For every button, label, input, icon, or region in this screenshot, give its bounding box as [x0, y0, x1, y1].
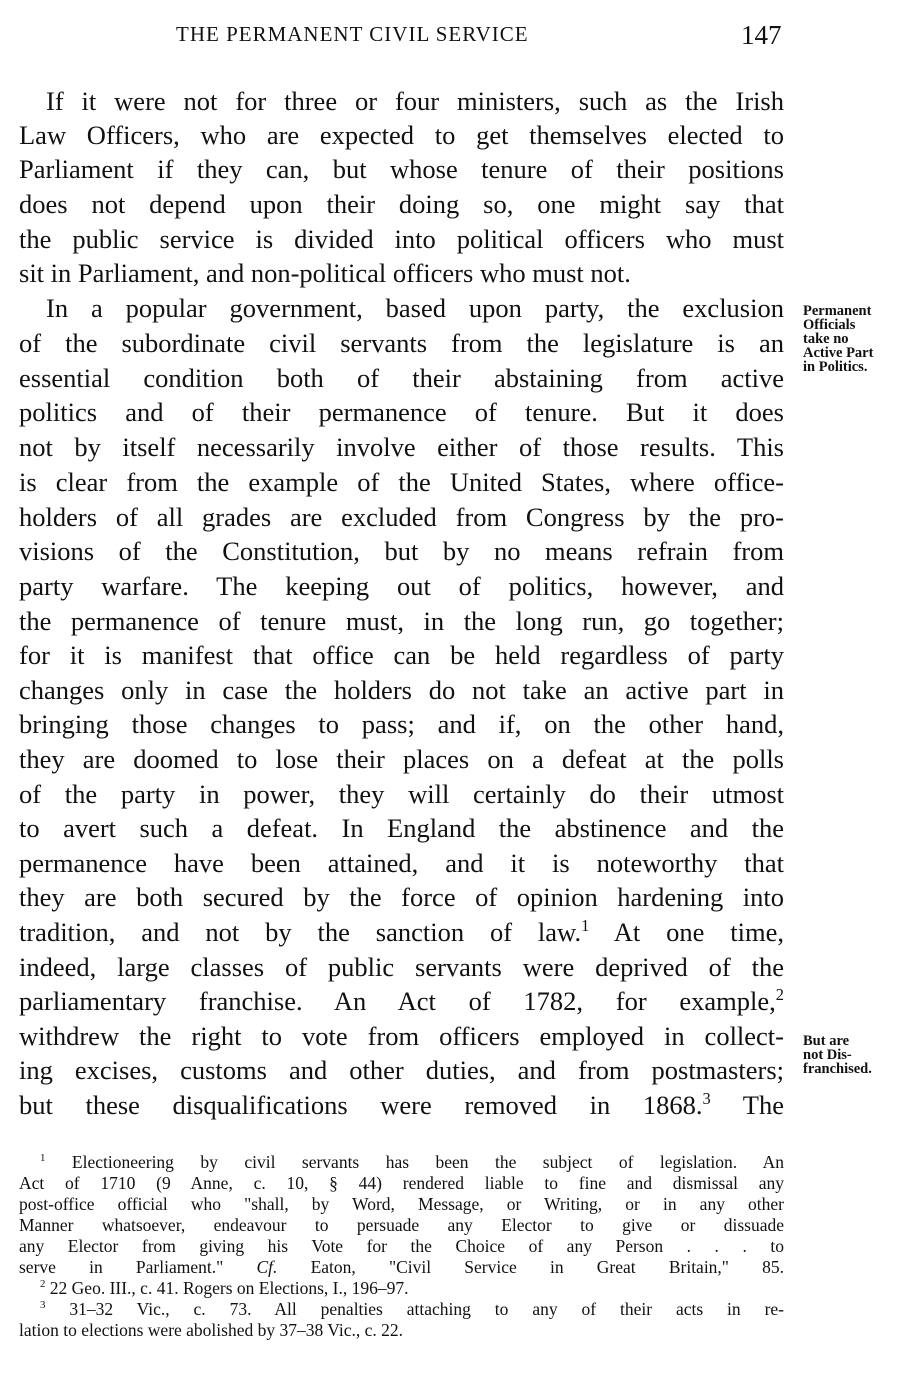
body-line-text: At one time,: [613, 917, 784, 947]
body-line: of the party in power, they will certainly do their utmost: [19, 779, 784, 809]
footnote-ref-2[interactable]: 2: [775, 985, 784, 1005]
margin-note-line: franchised.: [803, 1061, 872, 1077]
footnote-text: Eaton, "Civil Service in Great Britain," 85.: [310, 1257, 785, 1277]
body-line: changes only in case the holders do not take an active part in: [19, 675, 784, 705]
margin-note-line: Permanent: [803, 303, 872, 319]
body-line: withdrew the right to vote from officers employed in collect-: [19, 1021, 784, 1051]
body-line: sit in Parliament, and non-political officers who must not.: [19, 258, 631, 288]
footnote-3: [40, 1299, 784, 1319]
body-line: the public service is divided into political officers who must: [19, 224, 784, 254]
margin-note-line: in Politics.: [803, 359, 868, 375]
footnote-text: 22 Geo. III., c. 41. Rogers on Elections, I., 196–97.: [49, 1278, 409, 1298]
body-line: holders of all grades are excluded from Congress by the pro-: [19, 502, 784, 532]
body-line: to avert such a defeat. In England the abstinence and the: [19, 813, 784, 843]
margin-note-line: But are: [803, 1033, 850, 1049]
running-title: THE PERMANENT CIVIL SERVICE: [176, 22, 529, 46]
running-header: [0, 20, 924, 54]
body-line-text: parliamentary franchise. An Act of 1782, for example,: [19, 986, 776, 1016]
body-line: permanence have been attained, and it is noteworthy that: [19, 848, 784, 878]
footnote-text: Electioneering by civil servants has been the subject of legislation. An: [71, 1152, 785, 1172]
margin-note-not-disfranchised: [803, 1034, 921, 1076]
body-line: Law Officers, who are expected to get themselves elected to: [19, 120, 784, 150]
footnote-ref-1[interactable]: 1: [581, 916, 590, 936]
footnote-line: [19, 1257, 784, 1277]
body-line: not by itself necessarily involve either of those results. This: [19, 432, 784, 462]
body-line: is clear from the example of the United States, where office-: [19, 467, 784, 497]
body-line-text: The: [742, 1090, 784, 1120]
body-line: In a popular government, based upon party, the exclusion: [46, 293, 784, 323]
body-line: of the subordinate civil servants from the legislature is an: [19, 328, 784, 358]
body-line: Parliament if they can, but whose tenure of their positions: [19, 154, 784, 184]
page-number: 147: [741, 20, 782, 50]
footnote-text: 31–32 Vic., c. 73. All penalties attaching to any of their acts in re-: [69, 1299, 784, 1319]
body-line-text: but these disqualifications were removed in 1868.: [19, 1090, 703, 1120]
body-line: essential condition both of their abstaining from active: [19, 363, 784, 393]
margin-note-permanent-officials: [803, 304, 921, 374]
margin-note-line: Active Part: [803, 345, 874, 361]
footnote-line: post-office official who "shall, by Word, Message, or Writing, or in any other: [19, 1194, 784, 1214]
footnote-cf: Cf.: [256, 1257, 278, 1277]
body-line: [19, 1088, 784, 1122]
footnote-text: serve in Parliament.": [19, 1257, 224, 1277]
body-line: indeed, large classes of public servants were deprived of the: [19, 952, 784, 982]
body-line: for it is manifest that office can be held regardless of party: [19, 640, 784, 670]
footnote-line: lation to elections were abolished by 37–38 Vic., c. 22.: [19, 1320, 404, 1340]
body-line: visions of the Constitution, but by no means refrain from: [19, 536, 784, 566]
body-line: [19, 915, 784, 949]
body-line: they are doomed to lose their places on a defeat at the polls: [19, 744, 784, 774]
body-line: ing excises, customs and other duties, and from postmasters;: [19, 1055, 784, 1085]
body-line: party warfare. The keeping out of politics, however, and: [19, 571, 784, 601]
margin-note-line: not Dis-: [803, 1047, 852, 1063]
body-line-text: tradition, and not by the sanction of law.: [19, 917, 582, 947]
footnote-mark-2: 2: [40, 1278, 46, 1291]
body-line: [19, 984, 784, 1018]
body-line: politics and of their permanence of tenure. But it does: [19, 397, 784, 427]
footnote-1: [40, 1152, 784, 1172]
body-line: they are both secured by the force of opinion hardening into: [19, 882, 784, 912]
footnote-mark-3: 3: [40, 1299, 46, 1312]
margin-note-line: take no: [803, 331, 849, 347]
body-line: If it were not for three or four ministers, such as the Irish: [46, 86, 784, 116]
body-line: bringing those changes to pass; and if, on the other hand,: [19, 709, 784, 739]
footnote-line: any Elector from giving his Vote for the Choice of any Person . . . to: [19, 1236, 784, 1256]
body-line: the permanence of tenure must, in the long run, go together;: [19, 606, 784, 636]
footnote-mark-1: 1: [40, 1152, 46, 1165]
footnote-line: Manner whatsoever, endeavour to persuade any Elector to give or dissuade: [19, 1215, 784, 1235]
footnote-2: [40, 1278, 784, 1298]
margin-note-line: Officials: [803, 317, 856, 333]
body-line: does not depend upon their doing so, one might say that: [19, 189, 784, 219]
footnote-line: Act of 1710 (9 Anne, c. 10, § 44) rendered liable to fine and dismissal any: [19, 1173, 784, 1193]
footnote-ref-3[interactable]: 3: [702, 1089, 711, 1109]
